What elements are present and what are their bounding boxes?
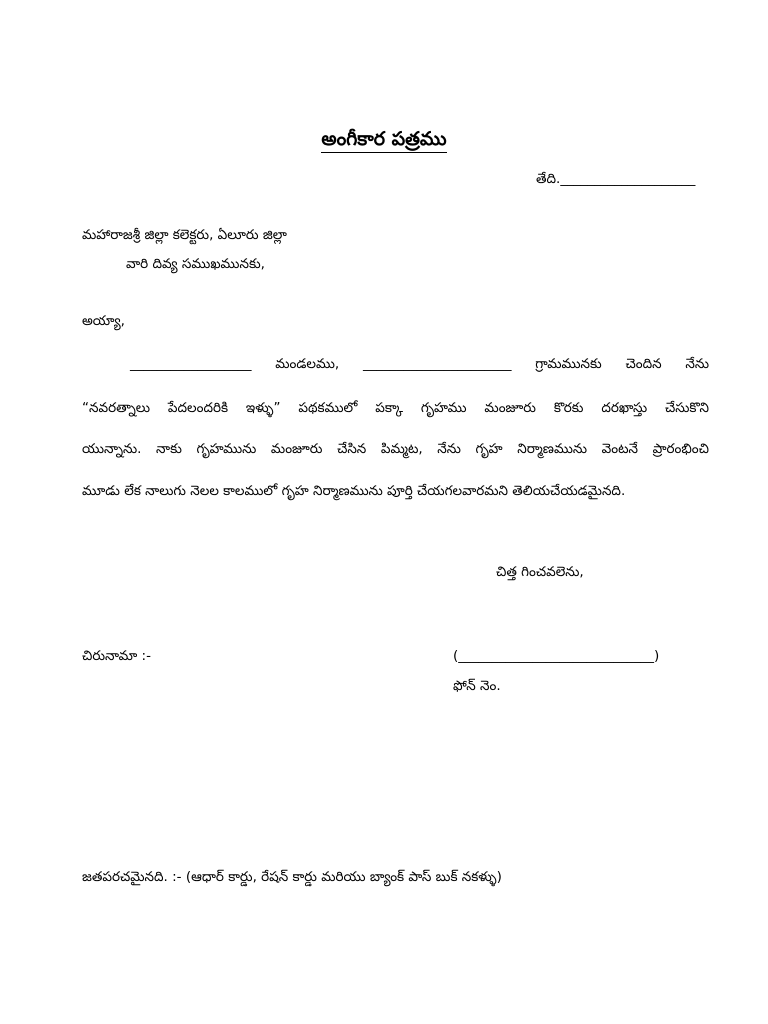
body-paragraph-line-4: మూడు లేక నాలుగు నెలల కాలములో గృహ నిర్మాణమును పూర్తి చేయగలవారమని తెలియచేయడమైనది.: [82, 483, 626, 499]
body-paragraph-line-1: __________________ మండలము, ______________________ గ్రామమునకు చెందిన నేను: [130, 356, 709, 372]
document-title: [0, 128, 768, 155]
document-title-text: అంగీకార పత్రము: [321, 128, 446, 153]
recipient-line-1: మహారాజశ్రీ జిల్లా కలెక్టరు, ఏలూరు జిల్లా: [82, 227, 287, 243]
body-paragraph-line-2: “నవరత్నాలు పేదలందరికి ఇళ్ళు” పథకములో పక్కా గృహము మంజూరు కొరకు దరఖాస్తు చేసుకొని: [82, 400, 709, 416]
salutation: అయ్యా,: [82, 313, 125, 329]
enclosure-note: జతపరచమైనది. :- (ఆధార్ కార్డు, రేషన్ కార్డు మరియు బ్యాంక్ పాస్ బుక్ నకళ్ళు): [82, 869, 502, 885]
address-label: చిరునామా :-: [82, 648, 151, 664]
date-field: తేది.____________________: [536, 171, 696, 187]
closing-text: చిత్త గించవలెను,: [496, 564, 584, 580]
body-paragraph-line-3: యున్నాను. నాకు గృహమును మంజూరు చేసిన పిమ్మట, నేను గృహ నిర్మాణమును వెంటనే ప్రారంభించి: [82, 441, 709, 457]
phone-label: ఫోన్ నెం.: [453, 678, 501, 694]
signature-line: (_____________________________): [453, 648, 660, 664]
recipient-line-2: వారి దివ్య సముఖమునకు,: [126, 256, 265, 272]
